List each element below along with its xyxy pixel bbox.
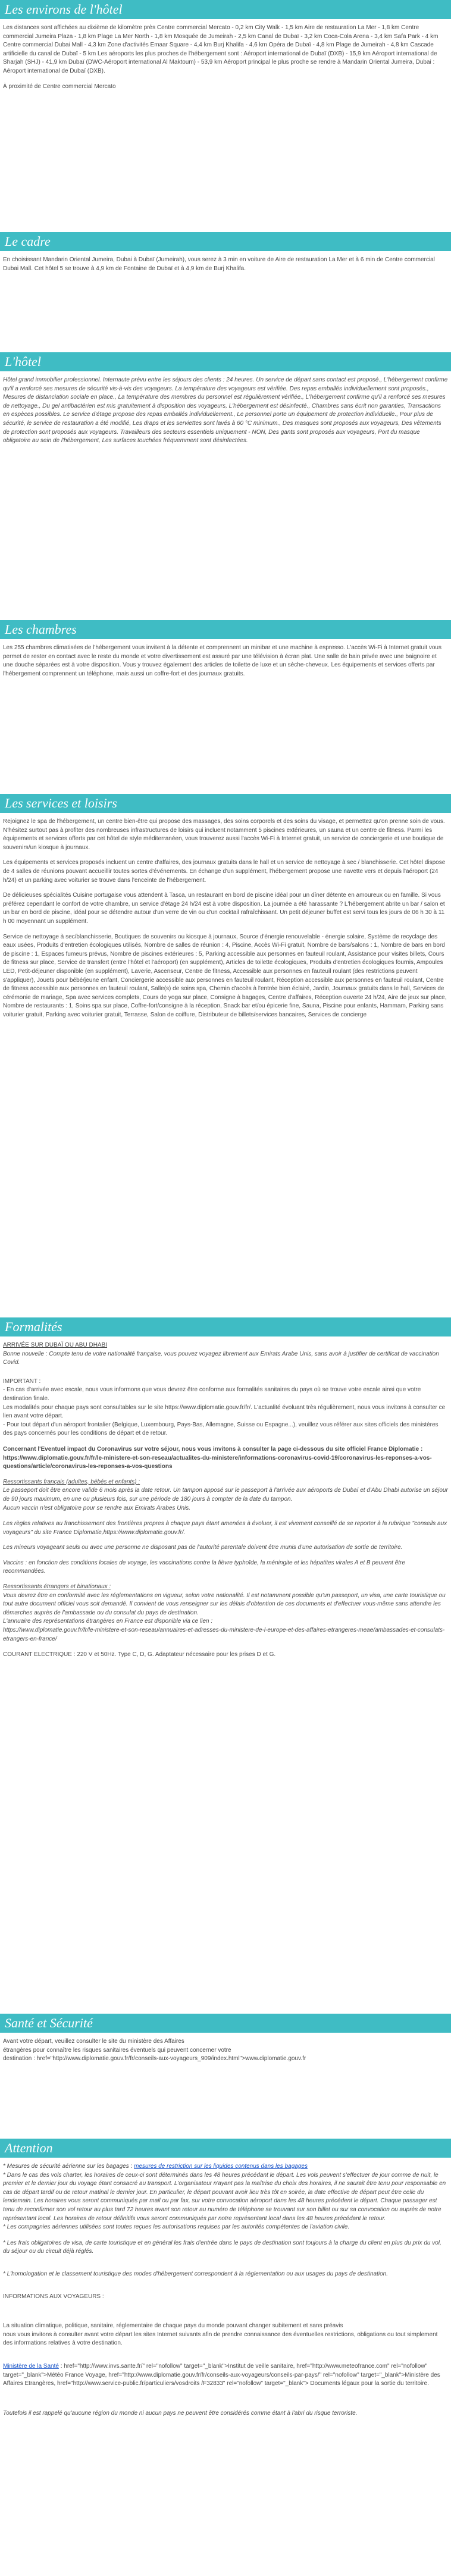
attention-baggage-line — [3, 2162, 448, 2171]
ministere-sante-link[interactable]: Ministère de la Santé — [3, 2362, 59, 2370]
attention-visa-fees: * Les frais obligatoires de visa, de carte touristique et en général les frais d'entrée dans le pays de destination sont toujours à la charge du client en plus du prix du vol, du séjour ou du circuit déjà réglés. — [3, 2239, 441, 2255]
services-business: Les équipements et services proposés incluent un centre d'affaires, des journaux gratuits dans le hall et un service de nettoyage à sec / blanchisserie. Cet hôtel dispose de 4 salles de réunions pouvant accueillir toutes sortes d'événements. En échange d'un supplément, l'hébergement propose une navette vers et depuis l'aéroport (24 h/24) et un parking avec voiturier se trouve dans l'enceinte de l'hébergement. — [3, 859, 446, 884]
chambres-description: Les 255 chambres climatisées de l'hébergement vous invitent à la détente et comprennent un minibar et une machine à espresso. L'accès Wi-Fi à Internet gratuit vous permet de rester en contact avec le reste du monde et votre divertissement est assuré par une télévision à écran plat. Une salle de bain privée avec une baignoire et une douche séparées est à votre disposition. Vous y trouvez également des articles de toilette de luxe et un sèche-cheveux. Les équipements et services offerts par l'hébergement comprennent un téléphone, mais aussi un coffre-fort et des journaux gratuits. — [3, 644, 441, 677]
section-attention — [0, 2158, 451, 2430]
formalites-foreign-heading: Ressortissants étrangers et binationaux : — [3, 1583, 111, 1591]
cadre-description: En choisissant Mandarin Oriental Jumeira, Dubai à Dubaï (Jumeirah), vous serez à 3 min en voiture de Aire de restauration La Mer et à 6 min de Centre commercial Dubai Mall. Cet hôtel 5 se trouve à 4,9 km de Fontaine de Dubaï et à 4,9 km de Burj Khalifa. — [3, 256, 435, 272]
attention-links-text: : href="http://www.invs.sante.fr/" rel="nofollow" target="_blank">Institut de veille sanitaire, href="http://www.meteofrance.com" rel="nofollow" target="_blank">Météo France Voyage, href="http://www.diplomatie.gouv.fr/fr/conseils-aux-voyageurs/conseils-par-pays/" rel="nofollow" target="_blank">Ministère des Affaires Etrangères, href="http://www.service-public.fr/particuliers/vosdroits /F32833" rel="nofollow" target="_blank"> Documents légaux pour la sortie du territoire. — [3, 2362, 440, 2387]
section-title-attention: Attention — [0, 2139, 451, 2158]
formalites-foreign-text: Vous devrez être en conformité avec les réglementations en vigueur, selon votre nationalité. Il est notamment possible qu'un passeport, un visa, une carte touristique ou tout autre document officiel vous soit demandé. Il convient de vous renseigner sur les délais d'obtention de ces documents et d'effectuer vous-même sans attendre les démarches auprès de l'ambassade ou du consulat du pays de destination. L'annuaire des représentations étrangères en France est disponible via ce lien : https://www.diplomatie.gouv.fr/fr/le-ministere-et-son-reseau/annuaires-et-adresses-du-ministere-de-l-europe-et-des-affaires-etrangeres-meae/ambassades-et-consulats-etrangers-en-france/ — [3, 1592, 446, 1642]
services-list: Service de nettoyage à sec/blanchisserie, Boutiques de souvenirs ou kiosque à journaux, Source d'énergie renouvelable - énergie solaire, Système de recyclage des eaux usées, Produits d'entretien écologiques utilisés, Nombre de salles de réunion : 4, Piscine, Accès Wi-Fi gratuit, Nombre de bars/salons : 1, Nombre de bars en bord de piscine : 1, Espaces fumeurs prévus, Nombre de piscines extérieures : 5, Parking accessible aux personnes en fauteuil roulant, Assistance pour visites billets, Cours de fitness sur place, Service de transfert (entre l'hôtel et l'aéroport) (en supplément), Articles de toilette écologiques, Produits d'entretien écologiques fournis, Ampoules LED, Petit-déjeuner disponible (en supplément), Laverie, Ascenseur, Centre de fitness, Accessible aux personnes en fauteuil roulant (des restrictions peuvent s'appliquer), Jouets pour bébé/jeune enfant, Conciergerie accessible aux personnes en fauteuil roulant, Réception accessible aux personnes en fauteuil roulant, Centre de fitness accessible aux personnes en fauteuil roulant, Salle(s) de soins spa, Chemin d'accès à l'entrée bien éclairé, Jardin, Journaux gratuits dans le hall, Services de cérémonie de mariage, Spa avec services complets, Cours de yoga sur place, Consigne à bagages, Centre d'affaires, Réception ouverte 24 h/24, Aire de jeux sur place, Nombre de restaurants : 1, Soins spa sur place, Coffre-fort/consigne à la réception, Snack bar et/ou épicerie fine, Sauna, Piscine pour enfants, Hammam, Parking sans voiturier gratuit, Parking avec voiturier gratuit, Terrasse, Salon de coiffure, Distributeur de billets/services bancaires, Services de concierge — [3, 933, 447, 1018]
attention-homologation: * L'homologation et le classement touristique des modes d'hébergement correspondent à la réglementation ou aux usages du pays de destination. — [3, 2270, 389, 2277]
attention-info-heading: INFORMATIONS AUX VOYAGEURS : — [3, 2293, 104, 2300]
attention-baggage-prefix: * Mesures de sécurité aérienne sur les bagages : — [3, 2163, 134, 2170]
attention-climate-text: La situation climatique, politique, sanitaire, réglementaire de chaque pays du monde pouvant changer subitement et sans préavis nous vous invitons à consulter avant votre départ les sites Internet suivants afin de prendre connaissance des éventuelles restrictions, obligations ou tout simplement des informations relatives à votre destination. — [3, 2323, 438, 2347]
section-title-chambres: Les chambres — [0, 620, 451, 639]
section-title-sante: Santé et Sécurité — [0, 2014, 451, 2033]
section-title-cadre: Le cadre — [0, 232, 451, 251]
hotel-description: Hôtel grand immobilier professionnel. Internaute prévu entre les séjours des clients : 24 heures. Un service de départ sans contact est proposé., L'hébergement confirme qu'il a renforcé ses mesures de sécurité vis-à-vis des voyageurs. La température des voyageurs est vérifiée. Des repas emballés individuellement sont proposés., Mesures de distanciation sociale en place., La température des membres du personnel est régulièrement vérifiée., L'hébergement confirme qu'il a renforcé ses mesures de nettoyage., Du gel antibactérien est mis gratuitement à disposition des voyageurs, L'hébergement est désinfecté., Chambres sans écrit non garanties, Transactions en espèces possibles. Le service d'étage propose des repas emballés individuellement., Le personnel porte un équipement de protection individuelle., Pour plus de sécurité, le service de restauration a été modifié, Les draps et les serviettes sont lavés à 60 °C minimum., Des masques sont proposés aux voyageurs, Des vêtements de protection sont proposés aux voyageurs. Travailleurs des secteurs essentiels uniquement - NON, Des gants sont proposés aux voyageurs, Port du masque obligatoire au sein de l'hébergement, Les surfaces touchées fréquemment sont désinfectées. — [3, 377, 448, 445]
section-title-services: Les services et loisirs — [0, 794, 451, 813]
formalites-french-heading: Ressortissants français (adultes, bébés et enfants) : — [3, 1478, 140, 1485]
formalites-borders: Les règles relatives au franchissement des frontières propres à chaque pays étant amenées à évoluer, il est vivement conseillé de se reporter à la rubrique "conseils aux voyageurs" du site France Diplomatie,https://www.diplomatie.gouv.fr/. — [3, 1520, 447, 1536]
formalites-minors: Les mineurs voyageant seuls ou avec une personne ne disposant pas de l'autorité parentale doivent être munis d'une autorisation de sortie de territoire. — [3, 1544, 403, 1551]
attention-terror-risk: Toutefois il est rappelé qu'aucune région du monde ni aucun pays ne peuvent être considérés comme étant à l'abri du risque terroriste. — [3, 2409, 358, 2417]
formalites-french-text: Le passeport doit être encore valide 6 mois après la date retour. Un tampon apposé sur le passeport à l'arrivée aux aéroports de Dubaï et d'Abu Dhabi autorise un séjour de 90 jours maximum, en une ou plusieurs fois, sur une période de 180 jours à compter de la date du tampon. Aucun vaccin n'est obligatoire pour se rendre aux Emirats Arabes Unis. — [3, 1487, 448, 1511]
formalites-electricity: COURANT ELECTRIQUE : 220 V et 50Hz. Type C, D, G. Adaptateur nécessaire pour les prises D et G. — [3, 1651, 276, 1658]
section-title-environs: Les environs de l'hôtel — [0, 0, 451, 19]
sante-text: Avant votre départ, veuillez consulter le site du ministère des Affaires étrangères pour connaître les risques sanitaires éventuels qui peuvent concerner votre destination : href="http://www.diplomatie.gouv.fr/fr/conseils-aux-voyageurs_909/index.html">www.diplomatie.gouv.fr — [3, 2038, 306, 2062]
section-formalites — [0, 1336, 451, 2014]
section-environs — [0, 19, 451, 232]
services-restaurant: De délicieuses spécialités Cuisine portugaise vous attendent à Tasca, un restaurant en bord de piscine idéal pour un dîner détente en amoureux ou en famille. Si vous préférez cependant le confort de votre chambre, un service d'étage 24 h/24 est à votre disposition. La journée a été harassante ? L'hébergement abrite un bar / salon et un bar en bord de piscine, idéal pour se détendre autour d'un verre de vin ou d'un cocktail rafraîchissant. Un petit déjeuner buffet est servi tous les jours de 06 h 30 à 11 h 00 moyennant un supplément. — [3, 892, 445, 925]
section-hotel — [0, 371, 451, 620]
section-chambres — [0, 639, 451, 794]
services-spa: Rejoignez le spa de l'hébergement, un centre bien-être qui propose des massages, des soins corporels et des soins du visage, et permettez qu'on prenne soin de vous. N'hésitez surtout pas à profiter des nombreuses infrastructures de loisirs qui incluent notamment 5 piscines extérieures, un sauna et un centre de fitness. Parmi les équipements et services offerts par cet hôtel de style méditerranéen, vous trouverez aussi l'accès Wi-Fi à Internet gratuit, un service de conciergerie et une boutique de souvenirs/un kiosque à journaux. — [3, 818, 445, 851]
environs-proximity: À proximité de Centre commercial Mercato — [3, 83, 116, 90]
formalites-arrival-heading: ARRIVÉE SUR DUBAÏ OU ABU DHABI — [3, 1342, 108, 1348]
attention-charter-text: * Dans le cas des vols charter, les horaires de ceux-ci sont déterminés dans les 48 heures précédant le départ. Les vols peuvent s'effectuer de jour comme de nuit, le premier et le dernier jour du voyage étant consacré au transport. L'organisateur n'ayant pas la maîtrise du choix des horaires, il ne saurait être tenu pour responsable en cas de départ tardif ou de retour matinal le dernier jour. En particulier, le départ pouvant avoir lieu très tôt en soirée, la date effective de départ peut être celle du lendemain. Les horaires vous seront communiqués par mail ou par fax, sur votre convocation aéroport dans les 48 heures précédent le départ. Chaque passager est tenu de reconfirmer son vol retour au plus tard 72 heures avant son retour au numéro de téléphone se trouvant sur son billet ou sur sa convocation ou auprès de notre représentant local. Les horaires de retour définitifs vous seront communiqués par notre représentant local dans les 48 heures précédant le retour. * Les compagnies aériennes utilisées sont toutes reçues les autorisations requises par les autorités compétentes de l'aviation civile. — [3, 2171, 446, 2231]
formalites-coronavirus: Concernant l'Eventuel impact du Coronavirus sur votre séjour, nous vous invitons à consulter la page ci-dessous du site officiel France Diplomatie : https://www.diplomatie.gouv.fr/fr/le-ministere-et-son-reseau/actualites-du-ministere/informations-coronavirus-covid-19/coronavirus-les-reponses-a-vos-questions/article/coronavirus-les-reponses-a-vos-questions — [3, 1445, 432, 1470]
section-sante — [0, 2033, 451, 2139]
attention-links-paragraph — [3, 2362, 448, 2389]
formalites-vaccines: Vaccins : en fonction des conditions locales de voyage, les vaccinations contre la fièvre typhoïde, la méningite et les hépatites virales A et B peuvent être recommandées. — [3, 1559, 405, 1575]
section-title-hotel: L'hôtel — [0, 352, 451, 371]
formalites-arrival-text: Bonne nouvelle : Compte tenu de votre nationalité française, vous pouvez voyagez librement aux Emirats Arabe Unis, sans avoir à justifier de certificat de vaccination Covid. — [3, 1350, 439, 1366]
baggage-restrictions-link[interactable]: mesures de restriction sur les liquides contenus dans les bagages — [134, 2163, 308, 2170]
section-title-formalites: Formalités — [0, 1317, 451, 1336]
environs-distances: Les distances sont affichées au dixième de kilomètre près Centre commercial Mercato - 0,2 km City Walk - 1,5 km Aire de restauration La Mer - 1,8 km Centre commercial Jumeira Plaza - 1,8 km Plage La Mer North - 1,8 km Mosquée de Jumeirah - 2,5 km Canal de Dubaï - 3,2 km Coca-Cola Arena - 3,4 km Safa Park - 4 km Centre commercial Dubai Mall - 4,3 km Zone d'activités Emaar Square - 4,4 km Burj Khalifa - 4,6 km Opéra de Dubaï - 4,8 km Plage de Jumeirah - 4,8 km Cascade artificielle du canal de Dubaï - 5 km Les aéroports les plus proches de l'hébergement sont : Aéroport international de Dubaï (DXB) - 15,9 km Aéroport international de Sharjah (SHJ) - 41,9 km Dubaï (DWC-Aéroport international Al Maktoum) - 53,9 km Aéroport principal le plus proche se rendre à Mandarin Oriental Jumeira, Dubai : Aéroport international de Dubaï (DXB). — [3, 24, 439, 74]
formalites-important-heading: IMPORTANT : — [3, 1378, 41, 1385]
section-cadre — [0, 251, 451, 352]
formalites-important-text: - En cas d'arrivée avec escale, nous vous informons que vous devrez être conforme aux formalités sanitaires du pays où se trouve votre escale ainsi que votre destination finale. Les modalités pour chaque pays sont consultables sur le site https://www.diplomatie.gouv.fr/fr/. L'actualité évoluant très régulièrement, nous vous invitons à consulter ce lien avant votre départ. - Pour tout départ d'un aéroport frontalier (Belgique, Luxembourg, Pays-Bas, Allemagne, Suisse ou Espagne...), veuillez vous référer aux sites officiels des ministères des pays concernés pour les conditions de départ et de retour. — [3, 1386, 446, 1437]
section-services — [0, 813, 451, 1317]
